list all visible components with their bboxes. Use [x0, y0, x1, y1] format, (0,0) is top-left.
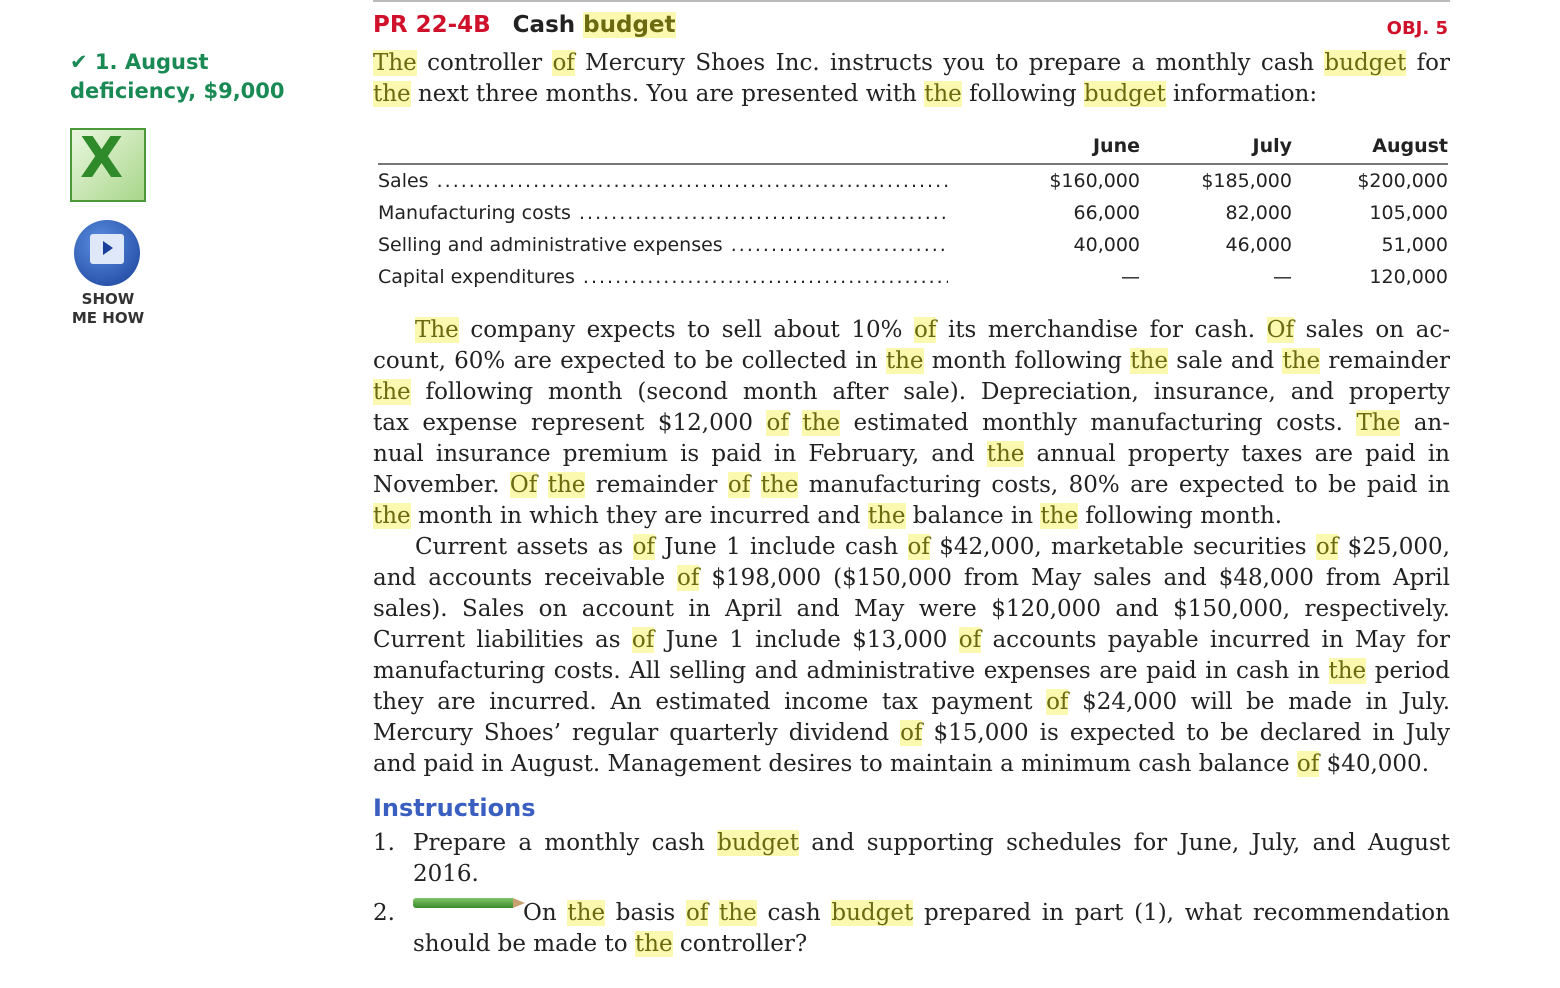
- highlight: the: [760, 472, 799, 498]
- highlight: Of: [509, 472, 538, 498]
- highlight: the: [924, 81, 962, 107]
- highlight: budget: [717, 830, 799, 856]
- highlight: the: [1328, 658, 1367, 684]
- cell-value: —: [1273, 266, 1292, 288]
- item-text: should be made to the controller?: [413, 931, 808, 957]
- text-line: Mercury Shoes’ regular quarterly dividend of $15,000 is expected to be declared in July: [373, 720, 1450, 746]
- paragraph-2: [373, 532, 1450, 780]
- text-line: Current assets as of June 1 include cash of $42,000, marketable securities of $25,000,: [415, 534, 1450, 560]
- table-row: [378, 165, 1448, 197]
- text-line: and accounts receivable of $198,000 ($150,000 from May sales and $48,000 from April: [373, 565, 1450, 591]
- highlight: the: [1282, 348, 1321, 374]
- highlight: of: [958, 627, 982, 653]
- text-line: The controller of Mercury Shoes Inc. instructs you to prepare a monthly cash budget for: [373, 50, 1450, 76]
- text-line: The company expects to sell about 10% of its merchandise for cash. Of sales on ac-: [415, 317, 1451, 343]
- row-label: Capital expenditures .....: [378, 261, 948, 293]
- text-line: tax expense represent $12,000 of the estimated monthly manufacturing costs. The an-: [373, 410, 1451, 436]
- table-row: [378, 197, 1448, 229]
- row-label: Selling and administrative expenses .....: [378, 229, 948, 261]
- highlight: of: [1046, 689, 1069, 715]
- row-label: Sales .....: [378, 165, 948, 197]
- cell-value: $200,000: [1357, 170, 1448, 192]
- highlight: the: [986, 441, 1025, 467]
- title: Cash: [512, 12, 584, 38]
- column-header: July: [1252, 135, 1292, 157]
- show-me-how-icon[interactable]: [74, 220, 140, 286]
- item-number: 2.: [373, 900, 395, 926]
- cell-value: 51,000: [1381, 234, 1448, 256]
- highlight: the: [1130, 348, 1168, 374]
- text-line: [413, 898, 1450, 929]
- text-line: [413, 929, 1450, 960]
- highlight: the: [547, 472, 586, 498]
- highlight: of: [631, 627, 655, 653]
- text-line: manufacturing costs. All selling and administrative expenses are paid in cash in the period: [373, 658, 1450, 684]
- cell-value: $160,000: [1049, 170, 1140, 192]
- answer-hint: [70, 48, 285, 106]
- highlight: of: [632, 534, 655, 560]
- highlight: budget: [1324, 50, 1407, 76]
- highlight: the: [373, 81, 411, 107]
- text-line: and paid in August. Management desires to maintain a minimum cash balance of $40,000.: [373, 751, 1429, 777]
- text-line: the month in which they are incurred and the balance in the following month.: [373, 503, 1283, 529]
- highlight: the: [567, 900, 606, 926]
- highlight: of: [1296, 751, 1320, 777]
- cell-value: 105,000: [1369, 202, 1448, 224]
- cell-value: 82,000: [1225, 202, 1292, 224]
- budget-table: [378, 133, 1448, 293]
- text-line: they are incurred. An estimated income tax payment of $24,000 will be made in July.: [373, 689, 1450, 715]
- highlight: the: [719, 900, 757, 926]
- text-line: Current liabilities as of June 1 include $13,000 of accounts payable incurred in May for: [373, 627, 1450, 653]
- show-me-how-label[interactable]: [70, 290, 146, 328]
- answer-line: 1. August: [94, 50, 209, 74]
- highlight: the: [373, 503, 411, 529]
- check-icon: ✔: [70, 50, 95, 74]
- top-rule: [373, 0, 1450, 2]
- cell-value: —: [1121, 266, 1140, 288]
- objective-label: OBJ. 5: [1386, 18, 1448, 39]
- highlight: of: [766, 410, 789, 436]
- highlight: the: [1040, 503, 1079, 529]
- highlight: of: [727, 472, 751, 498]
- answer-line: deficiency, $9,000: [70, 79, 285, 103]
- text-line: the following month (second month after sale). Depreciation, insurance, and property: [373, 379, 1450, 405]
- text-line: count, 60% are expected to be collected in the month following the sale and the remainder: [373, 348, 1450, 374]
- problem-title: [373, 12, 676, 38]
- table-header: [378, 133, 1448, 165]
- text-line: [413, 859, 1450, 890]
- highlight: the: [867, 503, 906, 529]
- title-highlight: budget: [583, 12, 676, 38]
- column-header: August: [1372, 135, 1448, 157]
- item-text: 2016.: [413, 861, 479, 887]
- cell-value: 40,000: [1073, 234, 1140, 256]
- highlight: the: [885, 348, 924, 374]
- cell-value: 120,000: [1369, 266, 1448, 288]
- highlight: of: [907, 534, 930, 560]
- highlight: of: [914, 317, 937, 343]
- highlight: of: [900, 720, 923, 746]
- highlight: budget: [1083, 81, 1166, 107]
- highlight: of: [685, 900, 709, 926]
- excel-icon[interactable]: X: [70, 128, 146, 202]
- highlight: the: [802, 410, 841, 436]
- cell-value: 66,000: [1073, 202, 1140, 224]
- highlight: the: [373, 379, 411, 405]
- highlight: The: [415, 317, 459, 343]
- label: ME HOW: [71, 309, 145, 327]
- row-label: Manufacturing costs .....: [378, 197, 948, 229]
- item-number: 1.: [373, 830, 395, 856]
- table-row: [378, 229, 1448, 261]
- text-line: nual insurance premium is paid in February, and the annual property taxes are paid in: [373, 441, 1450, 467]
- highlight: the: [634, 931, 673, 957]
- play-icon: [90, 234, 124, 264]
- text-line: sales). Sales on account in April and May were $120,000 and $150,000, respectively.: [373, 596, 1450, 622]
- highlight: The: [1356, 410, 1401, 436]
- cell-value: $185,000: [1201, 170, 1292, 192]
- highlight: budget: [831, 900, 914, 926]
- table-row: [378, 261, 1448, 293]
- highlight: of: [552, 50, 575, 76]
- pencil-icon: [413, 898, 513, 908]
- cell-value: 46,000: [1225, 234, 1292, 256]
- label: SHOW: [81, 290, 135, 308]
- highlight: Of: [1266, 317, 1294, 343]
- highlight: The: [373, 50, 417, 76]
- paragraph-1: [373, 315, 1450, 532]
- text-line: [413, 828, 1450, 859]
- column-header: June: [1092, 135, 1140, 157]
- instructions-heading: Instructions: [373, 794, 536, 822]
- intro-paragraph: [373, 48, 1450, 110]
- item-text: On the basis of the cash budget prepared in part (1), what recommendation: [523, 900, 1450, 926]
- item-text: Prepare a monthly cash budget and supporting schedules for June, July, and August: [413, 830, 1450, 856]
- text-line: November. Of the remainder of the manufacturing costs, 80% are expected to be paid in: [373, 472, 1451, 498]
- problem-id: PR 22-4B: [373, 12, 491, 38]
- highlight: of: [1315, 534, 1339, 560]
- text-line: the next three months. You are presented with the following budget information:: [373, 81, 1318, 107]
- highlight: of: [677, 565, 700, 591]
